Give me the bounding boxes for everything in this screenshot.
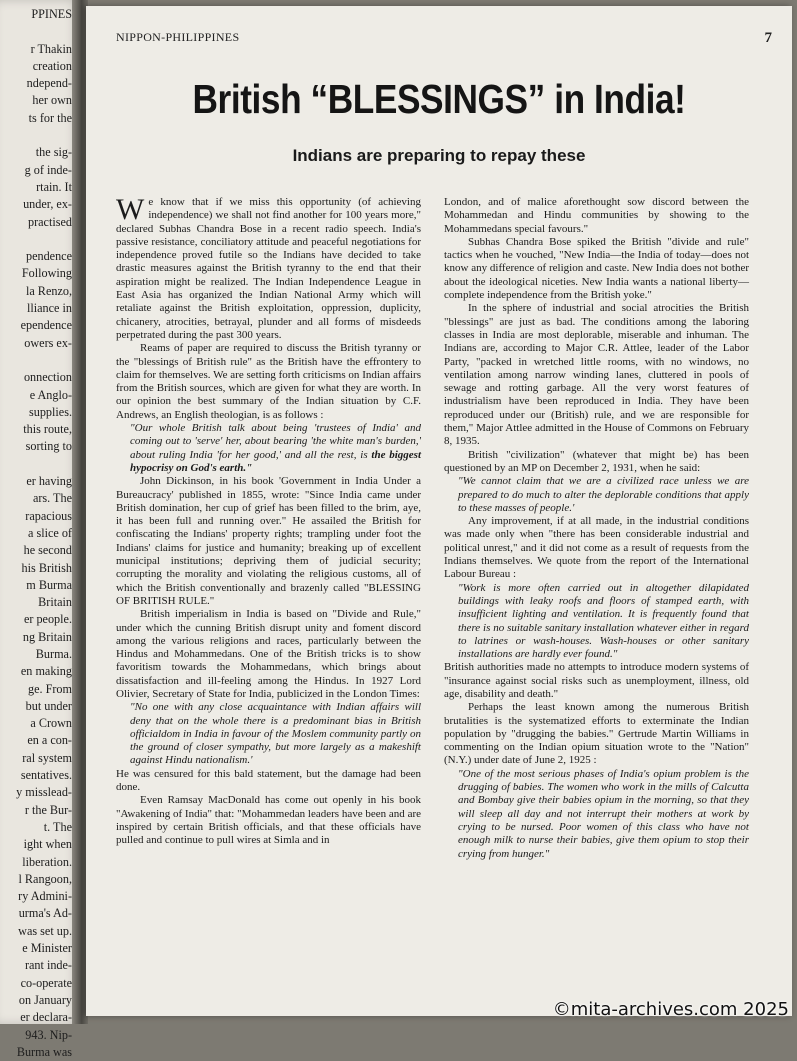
facing-page-line: rant inde- [24,958,72,973]
paragraph: London, and of malice aforethought sow discord between the Mohammedan and Hindu communities by showing to the Mohammedans special favours." [444,196,749,235]
block-quote [130,422,421,475]
facing-page-line: PPINES [31,7,72,21]
paragraph: He was censured for this bald statement, but the damage had been done. [116,767,421,794]
facing-page-line: e Minister [22,941,72,956]
facing-page-line: a slice of [28,525,72,540]
quote-emphasis: the biggest hypocrisy on God's earth." [130,448,421,474]
facing-page-line: urma's Ad- [18,906,72,921]
facing-page-line: er people. [23,612,72,627]
facing-page-line: he second [23,543,72,558]
facing-page-line: Following [21,266,72,281]
facing-page-line: supplies. [29,404,72,419]
facing-page-line: pendence [25,249,72,264]
facing-page-line: ight when [23,837,72,852]
facing-page-line: t. The [43,819,72,834]
facing-page-line: ry Admini- [18,889,72,904]
paragraph: In the sphere of industrial and social atrocities the British "blessings" are just as bad. The conditions among the laboring classes in India are most deplorable, miserable and inhuman. The Indians are, according to Major C.R. Attlee, leader of the Labor Party, "packed in wretched little rooms, with no windows, no ventilation among narrow winding lanes, cluttered in pools of sewage and rotting garbage. All the very worst features of industrialism have been reproduced in India. They have been reproduced under our (British) rule, and we are responsible for them," Major Attlee admitted in the House of Commons on February 8, 1935. [444,302,749,448]
facing-page-line: but under [25,698,72,713]
paragraph [116,193,421,342]
magazine-page [86,6,792,1016]
facing-page-line: en a con- [27,733,72,748]
facing-page-line: this route, [23,422,72,437]
facing-page-line [0,127,72,144]
facing-page-line: a Crown [30,716,72,731]
facing-page-line: on January [18,992,72,1007]
facing-page-line: sentatives. [20,768,72,783]
facing-page-line: g of inde- [24,162,72,177]
facing-page-line [0,231,72,248]
drop-cap: W [116,193,145,226]
facing-page-line: la Renzo, [25,283,72,298]
facing-page-line: ts for the [28,110,72,125]
running-head: NIPPON-PHILIPPINES [116,30,240,44]
facing-page-line: onnection [23,370,72,385]
facing-page-line: her own [32,93,72,108]
facing-page-line: sorting to [25,439,72,454]
left-column [116,193,421,848]
article-headline: British “BLESSINGS” in India! [192,76,686,122]
facing-page-line: 943. Nip- [25,1027,72,1042]
facing-page-line: r Thakin [30,41,72,56]
paragraph: British imperialism in India is based on "Divide and Rule," under which the cunning British disrupt unity and foment discord among the various religions and races, particularly between the Hindus and Mohammedans. One of the British tricks is to show favoritism towards the Mohammedans, which brings about dissatisfaction and ill-feeling among the Hindus. In 1927 Lord Olivier, Secretary of State for India, publicized in the London Times: [116,608,421,700]
facing-page-line: er declara- [20,1010,72,1025]
paragraph: British "civilization" (whatever that might be) has been questioned by an MP on December 2, 1931, when he said: [444,448,749,474]
facing-page-line: ral system [22,750,72,765]
facing-page-line: creation [32,58,72,73]
page-number: 7 [764,30,772,46]
paragraph: Perhaps the least known among the numerous British brutalities is the systematized efforts to exterminate the Indian population by "drugging the babies." Gertrude Martin Williams in commenting on the Indian opium situation wrote to the "Nation" (N.Y.) under date of June 2, 1925 : [444,701,749,767]
facing-page-text [0,6,72,1061]
article-subheadline: Indians are preparing to repay these [292,146,586,165]
facing-page-line: was set up. [18,923,72,938]
right-column [444,196,749,861]
facing-page-line: ars. The [32,491,72,506]
quote-text: "Our whole British talk about being 'trustees of India' and coming out to 'serve' her, about bearing 'the white man's burden,' about ruling India 'for her good,' and all the rest, is [130,422,421,461]
facing-page-line: rapacious [25,508,72,523]
facing-page-line: rtain. It [36,179,72,194]
facing-page-line: ndepend- [26,76,72,91]
block-quote: "One of the most serious phases of India's opium problem is the drugging of babies. The women who work in the mills of Calcutta and Bombay give their babies opium in the morning, so that they will sleep all day and not interrupt their mothers at work by crying to be nursed. Poor women of this class who have not enough milk to nurse their babies, give them opium to stop their crying from hunger." [458,767,749,860]
facing-page-line: owers ex- [24,335,72,350]
facing-page-line: Britain [38,595,72,610]
facing-page-line [0,23,72,40]
facing-page-line: under, ex- [23,197,72,212]
block-quote: "We cannot claim that we are a civilized race unless we are prepared to do much to alter the deplorable conditions that apply to these masses of people.' [458,475,749,514]
facing-page-line: co-operate [20,975,72,990]
facing-page-line: er having [26,474,72,489]
facing-page-line: e Anglo- [29,387,72,402]
facing-page-line [0,456,72,473]
facing-page [0,0,80,1059]
copyright-watermark: ©mita-archives.com 2025 [552,999,789,1020]
block-quote: "Work is more often carried out in altogether dilapidated buildings with leaky roofs and floors of stamped earth, with insufficient lighting and ventilation. It is frequently found that there is no suitable sanitary installation whatever either in regard to latrines or wash-houses. Wash-houses or other sanitary installations are hardly ever found." [458,581,749,661]
facing-page-line: Burma. [35,646,72,661]
facing-page-line: ng Britain [22,629,72,644]
facing-page-line: m Burma [26,577,72,592]
paragraph: Subhas Chandra Bose spiked the British "divide and rule" tactics when he vouched, "New India—the India of today—does not know any difference of religion and caste. New India does not bother about the ideological niceties. New India wants a national liberty—complete independence from the British yoke." [444,235,749,302]
facing-page-line: the sig- [35,145,72,160]
facing-page-line [0,352,72,369]
facing-page-line: ependence [20,318,72,333]
facing-page-line: l Rangoon, [18,871,72,886]
facing-page-line: r the Bur- [24,802,72,817]
paragraph: Any improvement, if at all made, in the industrial conditions was made only when "there has been considerable industrial and political unrest," and it did not come as a result of requests from the Indians themselves. We quote from the report of the International Labour Bureau : [444,515,749,581]
facing-page-line: lliance in [26,301,72,316]
facing-page-line: ge. From [27,681,72,696]
block-quote: "No one with any close acquaintance with Indian affairs will deny that on the whole there is a predominant bias in British officialdom in India in favour of the Moslem community partly on the ground of closer sympathy, but more largely as a makeshift against Hindu nationalism.' [130,701,421,767]
paragraph: Even Ramsay MacDonald has come out openly in his book "Awakening of India" that: "Mohammedan leaders have been and are inspired by certain British officials, and that these officials have pulled and continue to pull wires at Simla and in [116,794,421,847]
facing-page-line: practised [28,214,72,229]
paragraph: John Dickinson, in his book 'Government in India Under a Bureaucracy' published in 1855, wrote: "Since India came under British domination, her cup of grief has been filled to the brim, aye, it has been full and running over." He assailed the British for confiscating the Indians' property rights; trampling under foot the Indians' claims for justice and humanity; breaking up of excellent municipal institutions; depriving them of judicial security; corrupting the morality and violating the religious customs, all of which the British conventionally and brazenly called "BLESSING OF BRITISH RULE." [116,475,421,607]
paragraph-text: e know that if we miss this opportunity (of achieving independence) we shall not find another for 100 years more," declared Subhas Chandra Bose in a recent radio speech. India's passive resistance, conciliatory attitude and peaceful negotiations for independence proved futile so the Indians have decided to take drastic measures against the British tyranny to the end that their aspiration might be realized. The Indian Independence League in East Asia has organized the Indian National Army which will retaliate against the British exploitation, oppression, duplicity, chicanery, atrocities, betrayal, plunder and all forms of misdeeds perpetrated during the past 300 years. [116,196,421,341]
paragraph: Reams of paper are required to discuss the British tyranny or the "blessings of British rule" as the British have the effrontery to claim for themselves. We are setting forth criticisms on Indian affairs from the British sources, which are given for what they are worth. In our opinion the best summary of the Indian situation by C.F. Andrews, an English theologian, is as follows : [116,342,421,421]
facing-page-line: en making [20,664,72,679]
facing-page-line: his British [21,560,72,575]
paragraph: British authorities made no attempts to introduce modern systems of "insurance against social risks such as unemployment, illness, old age, disability and death." [444,661,749,700]
facing-page-line: Burma was [16,1044,72,1059]
facing-page-line: liberation. [22,854,72,869]
facing-page-line: y misslead- [16,785,72,800]
